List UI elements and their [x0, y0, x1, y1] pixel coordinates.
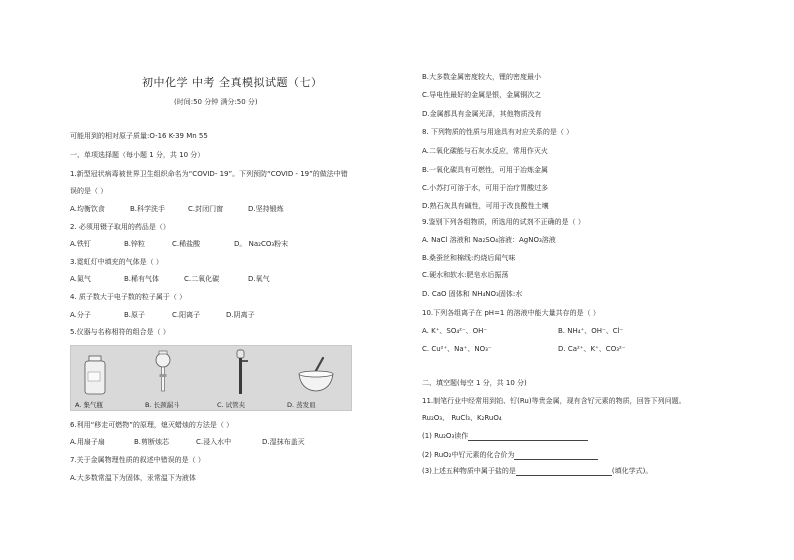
option-c[interactable]: C.阳离子	[172, 311, 201, 319]
option-c[interactable]: C.浸入水中	[196, 438, 232, 446]
question-8-option-a[interactable]: A.二氧化碳能与石灰水反应，常用作灭火	[422, 147, 548, 155]
option-d[interactable]: D。 Na₂CO₃粉末	[234, 240, 289, 248]
question-8-option-c[interactable]: C.小苏打可溶于水，可用于治疗胃酸过多	[422, 184, 549, 192]
option-b[interactable]: B.原子	[124, 311, 146, 319]
question-9-option-a[interactable]: A. NaCl 溶液和 Na₂SO₄溶液：AgNO₃溶液	[422, 236, 556, 244]
question-11-part-1	[422, 432, 588, 441]
question-4: 4. 质子数大于电子数的粒子属于（ ）	[70, 293, 187, 301]
atomic-masses-note: 可能用到的相对原子质量:O-16 K-39 Mn 55	[70, 132, 208, 140]
option-b[interactable]: B.稀有气体	[124, 275, 160, 283]
figure-caption-c: C. 试管夹	[217, 401, 246, 409]
answer-blank-3[interactable]	[516, 468, 612, 476]
question-10-option-b[interactable]: B. NH₄⁺、OH⁻、Cl⁻	[558, 327, 624, 335]
figure-caption-d: D. 蒸发皿	[287, 401, 316, 409]
question-3: 3.霓虹灯中填充的气体是（ ）	[70, 258, 163, 266]
option-d[interactable]: D.氧气	[248, 275, 270, 283]
question-9-option-b[interactable]: B.桑蚕丝和棉线:灼烧后闻气味	[422, 254, 516, 262]
question-10-option-a[interactable]: A. K⁺、SO₄²⁻、OH⁻	[422, 327, 488, 335]
option-d[interactable]: D.阴离子	[226, 311, 255, 319]
question-2: 2. 必须用镊子取用的药品是（）	[70, 223, 170, 231]
question-10-option-c[interactable]: C. Cu²⁺、Na⁺、NO₃⁻	[422, 345, 492, 353]
option-d[interactable]: D.坚持锻炼	[248, 205, 284, 213]
part-3-label: (3)上述五种物质中属于盐的是	[422, 467, 516, 475]
question-7: 7.关于金属物理性质的叙述中错误的是（ ）	[70, 456, 205, 464]
question-1-line-2: 误的是（ ）	[70, 187, 108, 195]
question-9: 9.鉴别下列各组物质，所选用的试剂不正确的是（ ）	[422, 218, 585, 226]
option-b[interactable]: B.科学洗手	[130, 205, 166, 213]
part-2-label: (2) RuO₂中钌元素的化合价为	[422, 451, 515, 459]
question-10: 10.下列各组离子在 pH=1 的溶液中能大量共存的是（ ）	[422, 309, 600, 317]
question-7-option-d[interactable]: D.金属都具有金属光泽，其他物质没有	[422, 110, 542, 118]
page-title: 初中化学 中考 全真模拟试题（七）	[142, 76, 323, 89]
option-b[interactable]: B.锌粒	[124, 240, 146, 248]
question-3-options	[70, 275, 270, 284]
question-11: 11.制笔行业中经常用到铂、钌(Ru)等贵金属，现有含钌元素的物质，回答下列问题。	[422, 397, 686, 405]
answer-blank-1[interactable]	[468, 433, 588, 441]
figure-gas-jar[interactable]	[71, 346, 141, 412]
option-a[interactable]: A.均衡饮食	[70, 205, 105, 213]
option-d[interactable]: D.湿抹布盖灭	[262, 438, 305, 446]
question-11-compounds: Ru₂O₃、 RuCl₃、K₂RuO₄	[422, 414, 502, 422]
question-1-options	[70, 205, 284, 214]
figure-tube-clamp[interactable]	[213, 346, 283, 412]
question-11-part-3	[422, 467, 652, 476]
answer-blank-2[interactable]	[514, 452, 598, 460]
question-7-option-b[interactable]: B.大多数金属密度较大，锂的密度最小	[422, 73, 542, 81]
question-2-options	[70, 240, 288, 249]
section-1-heading: 一、单项选择题（每小题 1 分，共 10 分）	[70, 151, 205, 159]
question-7-option-c[interactable]: C.导电性最好的金属是银，金属铜次之	[422, 91, 542, 99]
figure-caption-b: B. 长颈漏斗	[145, 401, 180, 409]
question-6: 6.利用“移走可燃物”的原理，熄灭蜡烛的方法是（ ）	[70, 421, 234, 429]
question-8-option-d[interactable]: D.熟石灰具有碱性，可用于改良酸性土壤	[422, 202, 549, 210]
question-10-option-d[interactable]: D. Ca²⁺、K⁺、CO₃²⁻	[558, 345, 626, 353]
apparatus-figure	[70, 345, 352, 411]
question-8-option-b[interactable]: B.一氧化碳具有可燃性，可用于冶炼金属	[422, 166, 549, 174]
figure-mortar[interactable]	[283, 346, 353, 412]
time-score-line: (时间:50 分钟 满分:50 分)	[174, 98, 258, 106]
question-9-option-d[interactable]: D. CaO 固体和 NH₄NO₃固体:水	[422, 290, 523, 298]
option-a[interactable]: A.氮气	[70, 275, 91, 283]
question-5: 5.仪器与名称相符的组合是（ ）	[70, 328, 170, 336]
option-a[interactable]: A.分子	[70, 311, 91, 319]
part-1-label: (1) Ru₂O₃读作	[422, 432, 469, 440]
option-a[interactable]: A.用扇子扇	[70, 438, 105, 446]
option-b[interactable]: B.剪断烛芯	[134, 438, 170, 446]
question-8: 8. 下列物质的性质与用途具有对应关系的是（ ）	[422, 128, 574, 136]
option-c[interactable]: C.二氧化碳	[184, 275, 220, 283]
section-2-heading: 二、填空题(每空 1 分，共 10 分)	[422, 379, 527, 387]
question-1-line-1: 1.新型冠状病毒被世界卫生组织命名为“COVID- 19”。下列预防“COVID - 19”的做法中错	[70, 170, 348, 178]
option-c[interactable]: C.封闭门窗	[188, 205, 224, 213]
question-9-option-c[interactable]: C.硬水和软水:肥皂水后振荡	[422, 271, 509, 279]
question-6-options	[70, 438, 305, 447]
figure-caption-a: A. 集气瓶	[75, 401, 103, 409]
option-c[interactable]: C.稀盐酸	[172, 240, 201, 248]
question-4-options	[70, 311, 255, 320]
figure-funnel[interactable]	[141, 346, 213, 412]
question-11-part-2	[422, 451, 598, 460]
part-3-suffix: (填化学式)。	[611, 467, 653, 475]
question-7-option-a[interactable]: A.大多数常温下为固体，汞常温下为液体	[70, 474, 196, 482]
option-a[interactable]: A.铁钉	[70, 240, 91, 248]
